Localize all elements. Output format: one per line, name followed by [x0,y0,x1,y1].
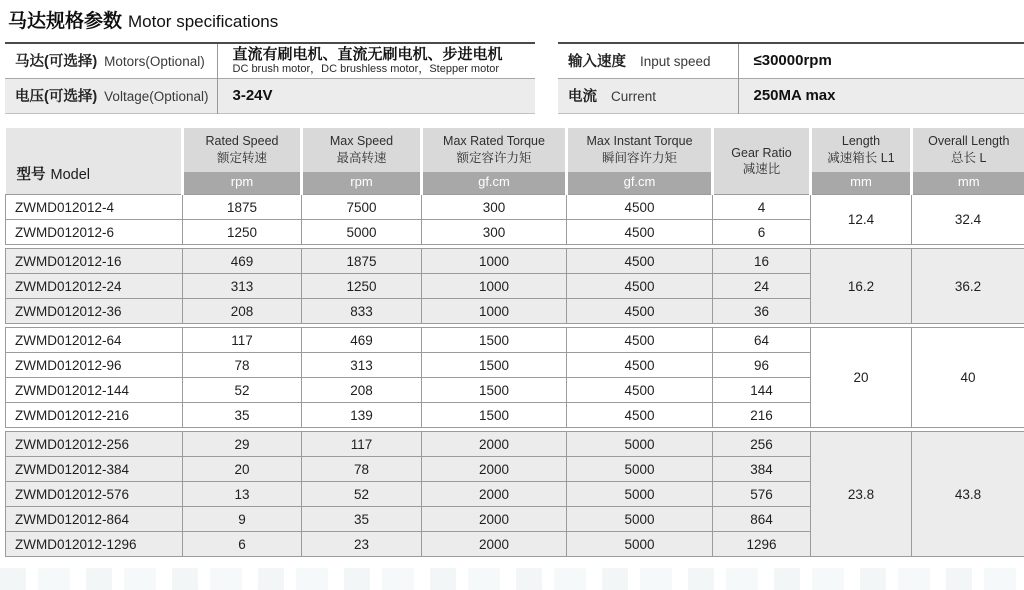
unit-overall-length: mm [912,172,1024,195]
cell-max-speed: 35 [302,507,422,532]
cell-max-instant-torque: 5000 [567,532,713,557]
column-header-max-instant-torque: Max Instant Torque 瞬间容许力矩 [567,128,713,172]
column-header-overall-length: Overall Length 总长 L [912,128,1024,172]
current-label [558,78,738,113]
unit-max-speed: rpm [302,172,422,195]
input-speed-row [558,43,1024,78]
page-title-en: Motor specifications [128,12,278,31]
cell-rated-speed: 29 [183,432,302,457]
motors-row [5,43,535,78]
top-spec-tables [5,42,1024,114]
cell-gear-ratio: 16 [713,249,811,274]
input-speed-label-en: Input speed [640,54,711,69]
cell-rated-speed: 117 [183,328,302,353]
cell-max-instant-torque: 4500 [567,195,713,220]
current-value: 250MA max [738,78,1024,113]
cell-gear-ratio: 384 [713,457,811,482]
cell-rated-speed: 469 [183,249,302,274]
cell-max-instant-torque: 5000 [567,482,713,507]
cell-max-speed: 1875 [302,249,422,274]
cell-max-speed: 1250 [302,274,422,299]
input-speed-value: ≤30000rpm [738,43,1024,78]
cell-model: ZWMD012012-864 [6,507,183,532]
page-title-zh: 马达规格参数 [8,11,122,32]
cell-overall-length: 36.2 [912,249,1024,324]
cell-model: ZWMD012012-216 [6,403,183,428]
cell-max-speed: 139 [302,403,422,428]
motor-spec-table [5,128,1024,558]
cell-gear-ratio: 576 [713,482,811,507]
current-row [558,78,1024,113]
cell-rated-speed: 35 [183,403,302,428]
cell-rated-speed: 52 [183,378,302,403]
cell-max-speed: 208 [302,378,422,403]
cell-max-instant-torque: 4500 [567,299,713,324]
model-header-en: Model [51,167,91,183]
cell-max-rated-torque: 1000 [422,249,567,274]
table-row [6,249,1024,274]
cell-max-speed: 313 [302,353,422,378]
cell-max-rated-torque: 2000 [422,482,567,507]
spec-sheet-page [0,6,1024,590]
input-speed-label-zh: 输入速度 [568,54,626,70]
cell-rated-speed: 9 [183,507,302,532]
cell-max-rated-torque: 1000 [422,274,567,299]
cell-rated-speed: 20 [183,457,302,482]
voltage-value: 3-24V [217,78,535,113]
cell-model: ZWMD012012-6 [6,220,183,245]
column-header-rated-speed: Rated Speed 额定转速 [183,128,302,172]
motors-label-zh: 马达(可选择) [15,54,97,70]
cell-gear-ratio: 256 [713,432,811,457]
cell-rated-speed: 313 [183,274,302,299]
cell-max-speed: 5000 [302,220,422,245]
cell-max-rated-torque: 1000 [422,299,567,324]
motors-value [217,43,535,78]
cell-length-l1: 23.8 [811,432,912,557]
cell-rated-speed: 6 [183,532,302,557]
cell-length-l1: 16.2 [811,249,912,324]
table-row [6,328,1024,353]
cell-max-instant-torque: 4500 [567,403,713,428]
cell-max-rated-torque: 2000 [422,532,567,557]
cell-max-instant-torque: 4500 [567,249,713,274]
model-header-zh: 型号 [17,167,46,183]
cell-overall-length: 32.4 [912,195,1024,245]
cell-rated-speed: 208 [183,299,302,324]
cell-length-l1: 20 [811,328,912,428]
cell-max-speed: 833 [302,299,422,324]
table-row [6,432,1024,457]
cell-rated-speed: 78 [183,353,302,378]
cell-max-rated-torque: 2000 [422,457,567,482]
page-title [8,6,1024,33]
unit-max-instant-torque: gf.cm [567,172,713,195]
cell-gear-ratio: 24 [713,274,811,299]
motors-value-zh: 直流有刷电机、直流无刷电机、步进电机 [233,46,503,63]
cell-overall-length: 43.8 [912,432,1024,557]
cell-max-instant-torque: 4500 [567,274,713,299]
cell-max-speed: 52 [302,482,422,507]
cell-max-rated-torque: 1500 [422,328,567,353]
input-specs-table [558,42,1024,114]
cell-max-speed: 117 [302,432,422,457]
optional-specs-table [5,42,535,114]
motors-value-en: DC brush motor，DC brushless motor，Stepper motor [233,63,535,76]
cell-max-rated-torque: 1500 [422,378,567,403]
cell-max-rated-torque: 300 [422,220,567,245]
motors-label-en: Motors(Optional) [104,54,205,69]
current-label-en: Current [611,89,656,104]
cell-model: ZWMD012012-256 [6,432,183,457]
cell-rated-speed: 1250 [183,220,302,245]
cell-max-instant-torque: 4500 [567,353,713,378]
cell-max-rated-torque: 2000 [422,507,567,532]
voltage-label [5,78,217,113]
cell-max-rated-torque: 1500 [422,403,567,428]
cell-length-l1: 12.4 [811,195,912,245]
table-row [6,195,1024,220]
voltage-label-en: Voltage(Optional) [104,89,208,104]
cell-model: ZWMD012012-24 [6,274,183,299]
spec-table-body [6,195,1024,557]
cell-rated-speed: 1875 [183,195,302,220]
voltage-label-zh: 电压(可选择) [15,89,97,105]
current-label-zh: 电流 [568,89,597,105]
cell-model: ZWMD012012-576 [6,482,183,507]
cell-model: ZWMD012012-36 [6,299,183,324]
cell-model: ZWMD012012-144 [6,378,183,403]
cell-model: ZWMD012012-1296 [6,532,183,557]
cell-max-instant-torque: 5000 [567,507,713,532]
cell-max-instant-torque: 5000 [567,432,713,457]
cell-gear-ratio: 64 [713,328,811,353]
unit-length: mm [811,172,912,195]
cell-model: ZWMD012012-16 [6,249,183,274]
cell-model: ZWMD012012-96 [6,353,183,378]
column-header-max-rated-torque: Max Rated Torque 额定容许力矩 [422,128,567,172]
cell-gear-ratio: 864 [713,507,811,532]
cell-model: ZWMD012012-64 [6,328,183,353]
header-row [6,128,1024,172]
cell-rated-speed: 13 [183,482,302,507]
column-header-model [6,128,183,195]
voltage-row [5,78,535,113]
cell-gear-ratio: 4 [713,195,811,220]
cell-max-speed: 78 [302,457,422,482]
cell-max-instant-torque: 4500 [567,220,713,245]
cell-gear-ratio: 1296 [713,532,811,557]
cell-gear-ratio: 96 [713,353,811,378]
cell-gear-ratio: 6 [713,220,811,245]
motors-label [5,43,217,78]
cell-max-rated-torque: 2000 [422,432,567,457]
spec-table-header [6,128,1024,195]
column-header-length: Length 减速箱长 L1 [811,128,912,172]
input-speed-label [558,43,738,78]
column-header-max-speed: Max Speed 最高转速 [302,128,422,172]
unit-rated-speed: rpm [183,172,302,195]
cell-max-rated-torque: 1500 [422,353,567,378]
cell-max-instant-torque: 4500 [567,378,713,403]
unit-max-rated-torque: gf.cm [422,172,567,195]
cell-overall-length: 40 [912,328,1024,428]
cell-max-speed: 469 [302,328,422,353]
cell-max-speed: 7500 [302,195,422,220]
cell-gear-ratio: 144 [713,378,811,403]
cell-max-rated-torque: 300 [422,195,567,220]
cell-max-speed: 23 [302,532,422,557]
cell-model: ZWMD012012-384 [6,457,183,482]
cell-max-instant-torque: 5000 [567,457,713,482]
cell-model: ZWMD012012-4 [6,195,183,220]
cell-gear-ratio: 216 [713,403,811,428]
column-header-gear-ratio: Gear Ratio 减速比 [713,128,811,195]
watermark-strip [0,568,1024,590]
cell-gear-ratio: 36 [713,299,811,324]
cell-max-instant-torque: 4500 [567,328,713,353]
